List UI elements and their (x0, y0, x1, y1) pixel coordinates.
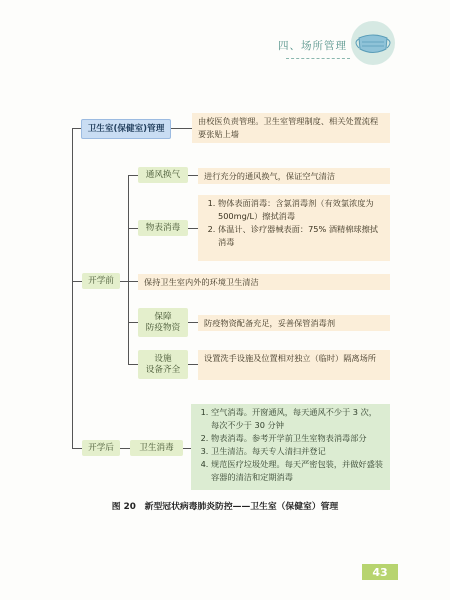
supplies-node: 保障 防疫物资 (138, 308, 188, 337)
connector (128, 322, 138, 323)
ventilation-node: 通风换气 (138, 167, 188, 183)
connector (72, 128, 81, 129)
connector (188, 364, 198, 365)
branch-line (128, 175, 129, 364)
list-item: 4. 规范医疗垃圾处理。每天严密包装，并做好盛装容器的清洁和定期消毒 (211, 458, 384, 484)
connector (120, 448, 130, 449)
connector (128, 281, 138, 282)
connector (183, 448, 191, 449)
section-divider (286, 58, 350, 59)
page-number: 43 (362, 564, 398, 580)
list-item: 1. 空气消毒。开窗通风，每天通风不少于 3 次，每次不少于 30 分钟 (211, 406, 384, 432)
connector (72, 448, 82, 449)
list-item: 3. 卫生清洁。每天专人清扫并登记 (211, 445, 384, 458)
root-description: 由校医负责管理。卫生室管理制度、相关处置流程要张贴上墙 (192, 113, 390, 143)
after-open-desc (191, 404, 390, 490)
connector (128, 228, 138, 229)
after-open-node: 开学后 (82, 440, 120, 456)
surface-disinfection-node: 物表消毒 (138, 220, 188, 236)
trunk-line (72, 128, 73, 448)
hygiene-disinfection-node: 卫生消毒 (130, 440, 183, 456)
connector (128, 175, 138, 176)
connector (188, 228, 198, 229)
connector (188, 322, 198, 323)
surface-disinfection-desc (198, 195, 390, 261)
supplies-desc: 防疫物资配备充足，妥善保管消毒剂 (198, 315, 390, 331)
environment-desc: 保持卫生室内外的环境卫生清洁 (138, 274, 390, 290)
ventilation-desc: 进行充分的通风换气，保证空气清洁 (198, 168, 390, 184)
mask-icon (350, 20, 396, 66)
section-title: 四、场所管理 (278, 40, 347, 52)
connector (188, 175, 198, 176)
list-item: 2. 物表消毒。参考开学前卫生室物表消毒部分 (211, 432, 384, 445)
connector (72, 281, 82, 282)
connector (169, 128, 192, 129)
list-item: 1. 物体表面消毒：含氯消毒剂（有效氯浓度为500mg/L）擦拭消毒 (218, 197, 384, 223)
root-node: 卫生室(保健室)管理 (81, 119, 171, 139)
before-open-node: 开学前 (82, 273, 120, 289)
list-item: 2. 体温计、诊疗器械表面：75% 酒精棉球擦拭消毒 (218, 223, 384, 249)
figure-caption: 图 20 新型冠状病毒肺炎防控——卫生室（保健室）管理 (111, 502, 339, 512)
facilities-node: 设施 设备齐全 (138, 350, 188, 379)
facilities-desc: 设置洗手设施及位置相对独立（临时）隔离场所 (198, 350, 390, 380)
connector (120, 281, 128, 282)
connector (128, 364, 138, 365)
